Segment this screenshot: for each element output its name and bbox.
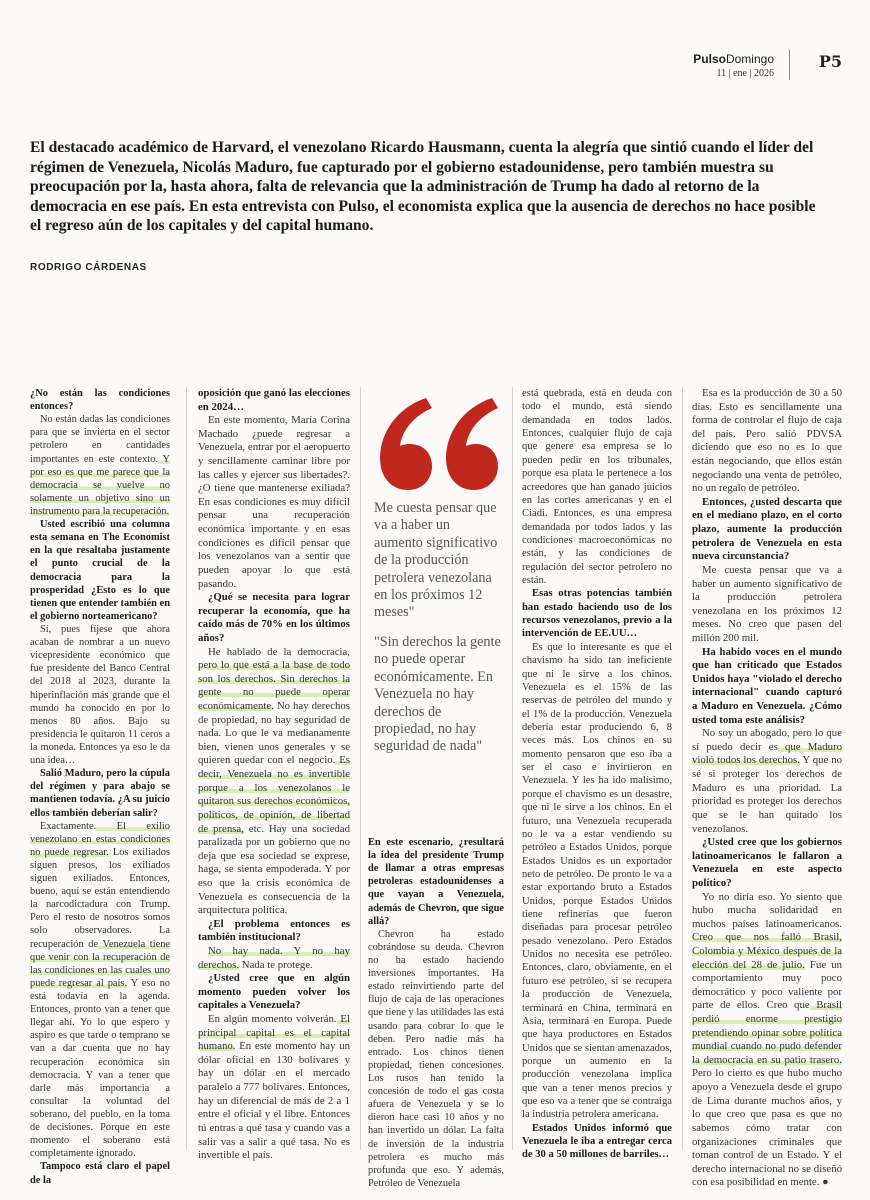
column-divider: [682, 387, 683, 1150]
answer: Me cuesta pensar que va a haber un aumento significativo de la producción petrolera venezolana en los próximos 12 meses. No creo que pasen del millón 200 mil.: [692, 563, 842, 644]
question: Salió Maduro, pero la cúpula del régimen y para abajo se mantienen todavía. ¿A su juicio ellos también deberían salir?: [30, 768, 170, 819]
highlighted-text: Creo que nos falló Brasil, Colombia y México después de la elección del 28 de julio.: [692, 931, 842, 971]
highlighted-text: Brasil perdió enorme prestigio pretendiendo opinar sobre política mundial cuando no pudo defender la democracia en su patio trasero.: [692, 999, 842, 1066]
answer: He hablado de la democracia, pero lo que está a la base de todo son los derechos. Sin derechos la gente no puede operar económicamente. No hay derechos de propiedad, no hay seguridad de nada. Lo que le va medianamente bien, vienen unos generales y se quieren quedar con el negocio. Es decir, Venezuela no es invertible porque a los venezolanos le quitaron sus derechos económicos, políticos, de opinión, de libertad de prensa, etc. Hay una sociedad paralizada por un gobierno que no deja que esa sociedad se exprese, haga, se sienta empoderada. Y por eso que la crisis económica de Venezuela es consecuencia de la arquitectura política.: [198, 645, 350, 917]
highlighted-text: El exilio venezolano en estas condiciones no puede regresar.: [30, 820, 170, 858]
highlighted-text: El principal capital es el capital humano.: [198, 1013, 350, 1053]
answer: Yo no diría eso. Yo siento que hubo mucha solidaridad en muchos países latinoamericanos. Creo que nos falló Brasil, Colombia y México después de la elección del 28 de julio. Fue un comportamiento muy poco democrático y poco valiente por parte de ellos. Creo que Brasil perdió enorme prestigio pretendiendo opinar sobre política mundial cuando no pudo defender la democracia en su patio trasero. Pero lo cierto es que hubo mucho apoyo a Venezuela desde el grupo de Lima durante muchos años, y lo que creo que pasa es que no sabemos cómo tratar con organizaciones criminales que toman control de un Estado. Y el derecho internacional no se diseñó con esa posibilidad en mente. ●: [692, 890, 842, 1189]
question: ¿Usted cree que los gobiernos latinoamericanos le fallaron a Venezuela en este aspecto político?: [692, 836, 842, 889]
publication-brand: PulsoDomingo: [693, 52, 774, 66]
byline: RODRIGO CÁRDENAS: [30, 262, 147, 273]
answer: Es que lo interesante es que el chavismo ha sido tan ineficiente que ni le sirve a los chinos. Venezuela es el 15% de las reservas de petróleo del mundo y el 1% de la producción. Venezuela debería estar produciendo 6, 8 veces más. Los chinos en su momento pensaron que eso iba a ser el caso e invirtieron en Venezuela. Y les ha ido malísimo, porque el chavismo es un desastre, que ni le sirve a los chinos. En el futuro, una Venezuela recuperada no le va a estar vendiendo su petróleo a Estados Unidos, porque Estados Unidos es un exportador neto de petróleo. De pronto le va a estar exportando bruto a Estados Unidos, porque Estados Unidos tiene refinerías que fueron diseñadas para procesar petróleo pesado venezolano. Pero Estados Unidos no necesita ese petróleo. Entonces, claro, obviamente, en el futuro ese petróleo, si se recupera la producción de Venezuela, terminará en China, terminará en Asia, terminará en Europa. Puede que haya productores en Estados Unidos que se sientan amenazados, porque un aumento en la producción venezolana implica que van a tener menos precios y que eso va a tener que se contraiga la industria petrolera americana.: [522, 641, 672, 1121]
column-1: [30, 387, 170, 1187]
answer: En algún momento volverán. El principal capital es el capital humano. En este momento hay un dólar oficial en 130 bolívares y hay un dólar en el mercado paralelo a 777 bolívares. Entonces, hay un diferencial de más de 2 a 1 entre el oficial y el libre. Entonces tú entras a qué tasa y cuando vas a salir vas a salir a qué tasa. No es invertible el país.: [198, 1013, 350, 1162]
article-lede: El destacado académico de Harvard, el venezolano Ricardo Hausmann, cuenta la alegría que sintió cuando el líder del régimen de Venezuela, Nicolás Maduro, fue capturado por el gobierno estadounidense, pero también muestra su preocupación por la, hasta ahora, falta de relevancia que la administración de Trump ha dado al retorno de la democracia en ese país. En esta entrevista con Pulso, el economista explica que la ausencia de derechos no hace posible el regreso aún de los capitales y del capital humano.: [30, 139, 816, 234]
question: ¿El problema entonces es también institucional?: [198, 917, 350, 944]
answer: Exactamente. El exilio venezolano en estas condiciones no puede regresar. Los exiliados siguen presos, los exiliados siguen exiliados. Entonces, bueno, aquí se están entendiendo la narcodictadura con Trump. Pero el resto de nosotros somos solo observadores. La recuperación de Venezuela tiene que venir con la recuperación de las condiciones en las cuales uno puede regresar al país. Y eso no está todavía en la agenda. Entonces, pronto van a tener que llegar ahí. Yo lo que espero y aspiro es que tarde o temprano se van a dar cuenta que no hay recuperación económica sin democracia. Y van a tener que darle más importancia a consultar la voluntad del soberano, del pueblo, en la toma de decisiones. Porque en este momento el soberano está completamente ignorado.: [30, 820, 171, 1160]
answer: No están dadas las condiciones para que se invierta en el sector petrolero en cantidades importantes en este contexto. Y por eso es que me parece que la democracia se vuelve no solamente un objetivo sino un instrumento para la recuperación.: [30, 414, 171, 517]
question: En este escenario, ¿resultará la idea del presidente Trump de llamar a otras empresas petroleras estadounidenses a que vayan a Venezuela, además de Chevron, que sigue allá?: [368, 837, 504, 927]
answer: En este momento, María Corina Machado ¿puede regresar a Venezuela, entrar por el aeropuerto y sencillamente caminar libre por las calles y ejercer sus libertades?. ¿O tiene que mantenerse exiliada? En esas condiciones es muy difícil pensar una recuperación económica importante y en esas condiciones es difícil pensar que los venezolanos van a sentir que pueden apoyar lo que está pasando.: [198, 414, 350, 590]
question: Usted escribió una columna esta semana en The Economist en la que resaltaba justamente el punto crucial de la democracia para la prosperidad ¿Esto es lo que tienen que entender también en el gobierno norteamericano?: [30, 519, 170, 622]
answer: No hay nada. Y no hay derechos. Nada te protege.: [198, 944, 350, 971]
answer: No soy un abogado, pero lo que sí puedo decir es que Maduro violó todos los derechos. Y que no sé si proteger los derechos de Maduro es una prioridad. La prioridad es proteger los derechos que se le han quitado los venezolanos.: [692, 727, 842, 835]
column-3: [368, 836, 504, 1190]
pull-quote: Me cuesta pensar que va a haber un aumento significativo de la producción petrolera venezolana en los próximos 12 meses": [374, 500, 498, 621]
column-divider: [360, 387, 361, 1150]
highlighted-text: Y por eso es que me parece que la democracia se vuelve no solamente un objetivo sino un instrumento para la recuperación.: [30, 453, 171, 517]
column-5: [692, 387, 842, 1190]
question: Esas otras potencias también han estado haciendo uso de los recursos venezolanos, previo a la intervención de EE.UU…: [522, 588, 672, 640]
column-4: [522, 387, 672, 1162]
answer: está quebrada, está en deuda con todo el mundo, está siendo demandada en todos lados. Entonces, cualquier flujo de caja que genere esa empresa se lo pueden pedir en los tribunales, porque esa plata le pertenece a los acreedores que han ganado juicios en las cortes americanas y en el Ciadi. Entonces, es una empresa demandada por todos lados y las condiciones macroeconómicas no están, y las condiciones de regulación del sector petrolero no están.: [522, 388, 672, 587]
question: Estados Unidos informó que Venezuela le iba a entregar cerca de 30 a 50 millones de barriles…: [522, 1122, 672, 1161]
page-header: [642, 46, 842, 79]
answer: Esa es la producción de 30 a 50 días. Esto es sencillamente una forma de controlar el flujo de caja del país. Pero salió PDVSA diciendo que eso no es lo que están negociando, que ellos están negociando una venta de petróleo, no un regalo de petróleo.: [692, 387, 842, 495]
answer: Sí, pues fíjese que ahora acaban de nombrar a un nuevo vicepresidente económico que fue presidente del Banco Central del 2018 al 2023, durante la hiperinflación más grande que el mundo ha conocido en por lo menos 80 años. Bajo su presidencia le quitaron 11 ceros a la moneda. Entonces ya eso le da una idea…: [30, 623, 170, 767]
question: ¿No están las condiciones entonces?: [30, 388, 170, 413]
highlighted-text: Venezuela tiene que venir con la recuperación de las condiciones en las cuales uno puede regresar al país.: [30, 938, 170, 989]
answer: Chevron ha estado cobrándose su deuda. Chevron no ha estado haciendo inversiones importantes. Ha estado reinvirtiendo parte del flujo de caja de las operaciones que tiene y las utilidades las está usando para cobrar lo que le deben. Pero nadie más ha entrado. Los chinos tienen propiedad, tienen concesiones. Los rusos han tenido la concesión de todo el gas costa afuera de Venezuela y se lo dieron hace casi 10 años y no han invertido un dólar. La falta de inversión de la industria petrolera es mucho más profunda que eso. Y además, Petróleo de Venezuela: [368, 928, 504, 1189]
question: Ha habido voces en el mundo que han criticado que Estados Unidos haya "violado el derecho internacional" cuando capturó a Maduro en Venezuela. ¿Cómo usted toma este análisis?: [692, 645, 842, 726]
question: ¿Qué se necesita para lograr recuperar la economía, que ha caído más de 70% en los últimos años?: [198, 591, 350, 644]
question: Tampoco está claro el papel de la: [30, 1161, 170, 1186]
highlighted-text: Es decir, Venezuela no es invertible porque a los venezolanos le quitaron sus derechos económicos, políticos, de opinión, de libertad de prensa,: [198, 754, 350, 835]
highlighted-text: No hay nada. Y no hay derechos.: [198, 944, 350, 971]
highlighted-text: que Maduro violó todos los derechos.: [692, 740, 842, 767]
issue-date: 11 | ene | 2026: [716, 68, 774, 79]
question: oposición que ganó las elecciones en 2024…: [198, 387, 350, 413]
header-divider: [789, 50, 790, 80]
quote-mark-icon: [374, 394, 504, 494]
pull-quote: "Sin derechos la gente no puede operar económicamente. En Venezuela no hay derechos de propiedad, no hay seguridad de nada": [374, 634, 501, 755]
highlighted-text: pero lo que está a la base de todo son los derechos. Sin derechos la gente no puede operar económicamente.: [198, 659, 350, 713]
page-number: P5: [818, 52, 842, 71]
question: ¿Usted cree que en algún momento pueden volver los capitales a Venezuela?: [198, 972, 350, 1012]
column-divider: [186, 387, 187, 1150]
question: Entonces, ¿usted descarta que en el mediano plazo, en el corto plazo, aumente la producción petrolera de Venezuela en esta nueva circunstancia?: [692, 495, 842, 563]
column-2: [198, 387, 350, 1163]
column-divider: [512, 387, 513, 1150]
